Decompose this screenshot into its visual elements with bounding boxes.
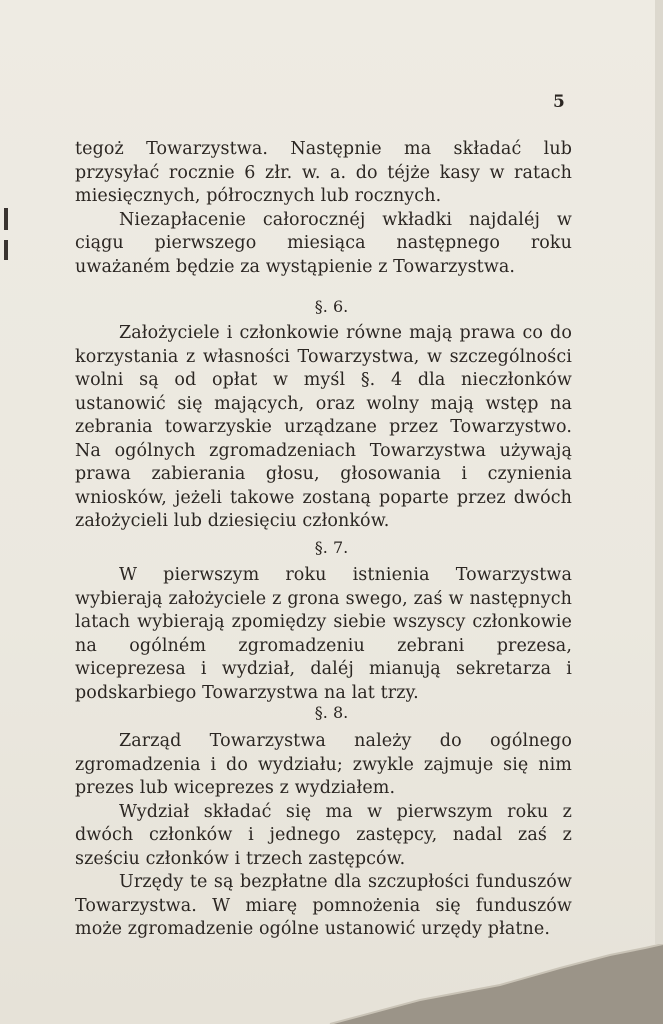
paragraph: Wydział składać się ma w pierwszym roku z dwóch członków i jednego zastępcy, nadal zaś z sześciu członków i trzech zastępców.	[75, 801, 572, 869]
section-heading-7: §. 7.	[314, 538, 349, 557]
paragraph: Zarząd Towarzystwa należy do ogólnego zgromadzenia i do wydziału; zwykle zajmuje się nim prezes lub wiceprezes z wydziałem.	[75, 731, 572, 798]
paragraph: tegoż Towarzystwa. Następnie ma składać lub przysyłać rocznie 6 złr. w. a. do téjże kasy w ratach miesięcznych, półrocznych lub rocznych.	[75, 139, 572, 206]
paragraph: Założyciele i członkowie równe mają prawa co do korzystania z własności Towarzystwa, w szczególności wolni są od opłat w myśl §. 4 dla nieczłonków ustanowić się mających, oraz wolny mają wstęp na zebrania towarzyskie urządzane przez Towarzystwo. Na ogólnych zgromadzeniach Towarzystwa używają prawa zabierania głosu, głosowania i czynienia wniosków, jeżeli takowe zostaną poparte przez dwóch założycieli lub dziesięciu członków.	[75, 323, 572, 531]
section-heading-8: §. 8.	[314, 703, 349, 722]
section-8-body	[75, 730, 572, 942]
paragraph: Urzędy te są bezpłatne dla szczupłości funduszów Towarzystwa. W miarę pomnożenia się funduszów może zgromadzenie ogólne ustanowić urzędy płatne.	[75, 872, 572, 939]
section-7-body	[75, 564, 572, 705]
page-number: 5	[553, 92, 565, 112]
margin-mark	[4, 208, 8, 230]
section-6-body	[75, 322, 572, 534]
paragraph-continuation	[75, 138, 572, 279]
paragraph: W pierwszym roku istnienia Towarzystwa wybierają założyciele z grona swego, zaś w następnych latach wybierają zpomiędzy siebie wszyscy członkowie na ogólném zgromadzeniu zebrani prezesa, wiceprezesa i wydział, daléj mianują sekretarza i podskarbiego Towarzystwa na lat trzy.	[75, 565, 572, 703]
margin-mark	[4, 240, 8, 260]
paragraph: Niezapłacenie całorocznéj wkładki najdaléj w ciągu pierwszego miesiąca następnego roku uważaném będzie za wystąpienie z Towarzystwa.	[75, 209, 572, 277]
section-heading-6: §. 6.	[314, 297, 349, 316]
